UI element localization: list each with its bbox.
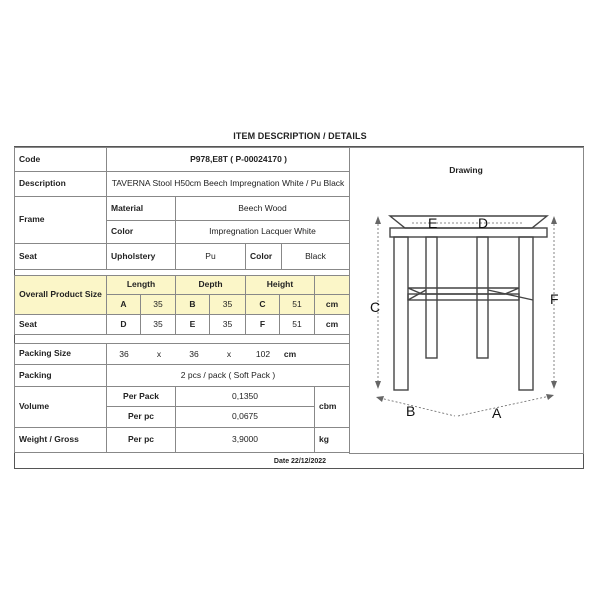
frame-label: Frame <box>14 196 107 244</box>
volume-per-pc-value: 0,0675 <box>175 406 315 428</box>
stool-drawing <box>350 180 582 430</box>
packing-length: 36 <box>119 349 129 359</box>
description-label: Description <box>14 171 107 197</box>
volume-per-pc-label: Per pc <box>106 406 176 428</box>
dim-b-line <box>380 398 455 416</box>
upholstery-value: Pu <box>175 243 246 270</box>
volume-label: Volume <box>14 386 107 428</box>
dim-c-value: 51 <box>279 294 315 315</box>
dim-b-value: 35 <box>209 294 246 315</box>
header-spacer <box>314 275 350 295</box>
description-value: TAVERNA Stool H50cm Beech Impregnation White / Pu Black <box>106 171 350 197</box>
seat-label: Seat <box>14 243 107 270</box>
seat-top <box>390 216 547 228</box>
volume-per-pack-label: Per Pack <box>106 386 176 407</box>
arrow-b-left <box>376 396 384 402</box>
arrow-f-top <box>551 216 557 224</box>
length-header: Length <box>106 275 176 295</box>
weight-value: 3,9000 <box>175 427 315 453</box>
code-label: Code <box>14 147 107 172</box>
frame-color-label: Color <box>106 220 176 244</box>
frame-color-value: Impregnation Lacquer White <box>175 220 350 244</box>
seat-dims-label: Seat <box>14 314 107 335</box>
document-date: Date 22/12/2022 <box>273 458 327 465</box>
arrow-c-bottom <box>375 381 381 389</box>
packing-value: 2 pcs / pack ( Soft Pack ) <box>106 364 350 387</box>
packing-size-label: Packing Size <box>14 343 107 365</box>
dim-c-letter: C <box>245 294 280 315</box>
leg-front-left <box>394 237 408 390</box>
dim-a-value: 35 <box>140 294 176 315</box>
dim-f-letter: F <box>245 314 280 335</box>
packing-x2: x <box>226 349 232 359</box>
leg-front-right <box>519 237 533 390</box>
code-value: P978,E8T ( P-00024170 ) <box>106 147 350 172</box>
arrow-a-right <box>546 394 554 400</box>
leg-back-right <box>477 237 488 358</box>
seat-color-value: Black <box>281 243 350 270</box>
packing-height: 102 <box>255 349 271 359</box>
packing-width: 36 <box>189 349 199 359</box>
weight-per-pc-label: Per pc <box>106 427 176 453</box>
document-title: ITEM DESCRIPTION / DETAILS <box>233 131 367 141</box>
upholstery-label: Upholstery <box>106 243 176 270</box>
depth-header: Depth <box>175 275 246 295</box>
dim-row2-unit: cm <box>314 314 350 335</box>
volume-per-pack-value: 0,1350 <box>175 386 315 407</box>
leg-back-left <box>426 237 437 358</box>
volume-unit: cbm <box>314 386 350 428</box>
label-a: A <box>492 405 502 421</box>
dim-d-value: 35 <box>140 314 176 335</box>
arrow-c-top <box>375 216 381 224</box>
weight-unit: kg <box>314 427 350 453</box>
seat-front <box>390 228 547 237</box>
dim-e-letter: E <box>175 314 210 335</box>
dim-a-letter: A <box>106 294 141 315</box>
seat-color-label: Color <box>245 243 282 270</box>
dim-b-letter: B <box>175 294 210 315</box>
weight-label: Weight / Gross <box>14 427 107 453</box>
height-header: Height <box>245 275 315 295</box>
dim-e-value: 35 <box>209 314 246 335</box>
dim-f-value: 51 <box>279 314 315 335</box>
dim-d-letter: D <box>106 314 141 335</box>
drawing-title: Drawing <box>449 165 483 175</box>
packing-x1: x <box>156 349 162 359</box>
label-d: D <box>478 215 489 231</box>
stretcher-front <box>408 294 519 300</box>
dim-a-line <box>458 396 550 416</box>
label-f: F <box>550 291 559 307</box>
material-label: Material <box>106 196 176 221</box>
packing-unit: cm <box>283 349 297 359</box>
dim-row1-unit: cm <box>314 294 350 315</box>
label-c: C <box>370 299 381 315</box>
arrow-f-bottom <box>551 381 557 389</box>
material-value: Beech Wood <box>175 196 350 221</box>
overall-size-label: Overall Product Size <box>14 275 107 315</box>
label-b: B <box>406 403 416 419</box>
label-e: E <box>428 215 438 231</box>
packing-label: Packing <box>14 364 107 387</box>
